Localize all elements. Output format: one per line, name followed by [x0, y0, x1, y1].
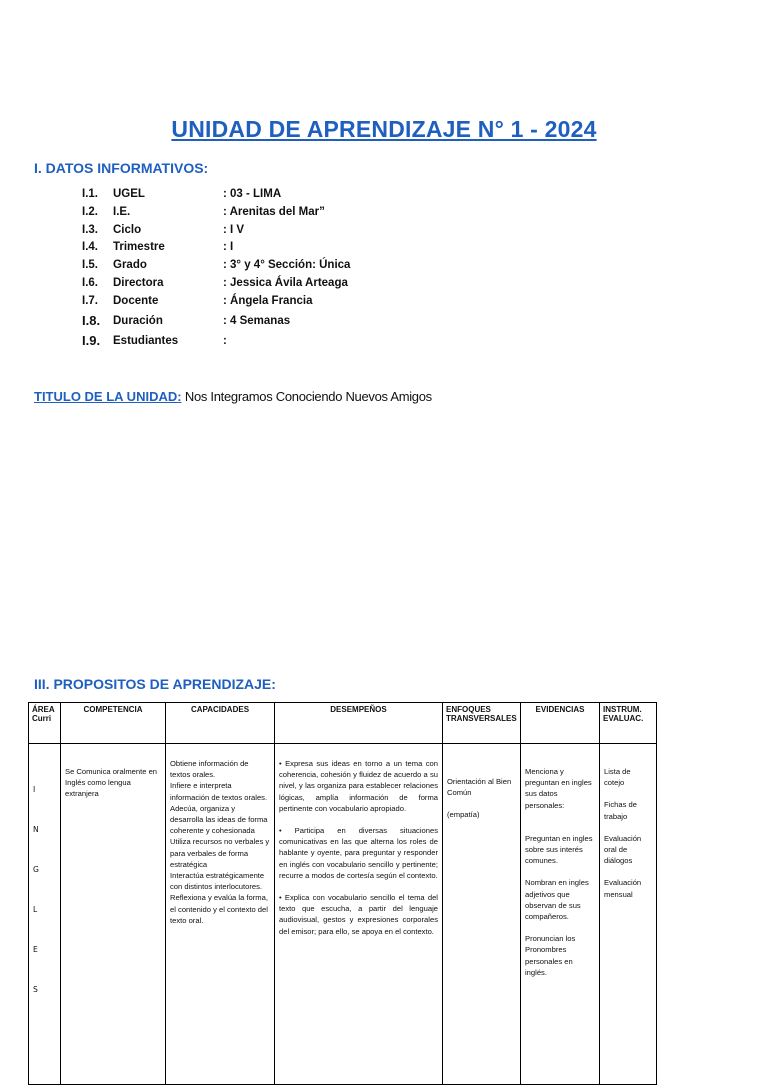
info-label: Estudiantes [113, 334, 179, 347]
header-area: ÁREA Curri [29, 703, 61, 744]
header-capacidades: CAPACIDADES [166, 703, 275, 744]
area-letter: L [33, 905, 38, 914]
info-label: UGEL [113, 188, 145, 200]
info-number: I.2. [82, 205, 98, 218]
propositos-table [28, 702, 657, 1085]
instrumentos-cell [600, 744, 657, 1085]
enfoques-cell [443, 744, 521, 1085]
info-label: Trimestre [113, 241, 165, 254]
document-title: UNIDAD DE APRENDIZAJE N° 1 - 2024 [171, 116, 597, 142]
capacidades-cell [166, 744, 275, 1085]
info-value: : I V [223, 223, 245, 236]
header-instrumentos: INSTRUM. EVALUAC. [600, 703, 657, 744]
info-value: : Jessica Ávila Arteaga [223, 276, 348, 289]
desempeno-item: • Participa en diversas situaciones comunicativas en las que alterna los roles de hablante y oyente, para preguntar y responder en inglés con vocabulario sencillo y pertinente; recurre a modos de cortesía según el contexto. [279, 826, 438, 880]
info-label: Duración [113, 314, 163, 327]
info-value: : 3° y 4° Sección: Única [223, 259, 351, 272]
table-row [29, 744, 657, 1085]
area-letter: N [33, 825, 39, 834]
info-number: I.3. [82, 223, 98, 236]
unit-title-label: TITULO DE LA UNIDAD: [34, 389, 182, 404]
unit-title [34, 389, 432, 404]
info-number: I.9. [82, 332, 101, 348]
header-evidencias: EVIDENCIAS [521, 703, 600, 744]
info-label: Grado [113, 259, 147, 272]
info-label: Directora [113, 276, 164, 289]
instrumento-item: Fichas de trabajo [604, 800, 637, 821]
area-cell [29, 744, 61, 1085]
info-number: I.5. [82, 259, 98, 272]
instrumento-item: Evaluación mensual [604, 878, 642, 899]
capacidad-item: Utiliza recursos no verbales y para verbales de forma estratégica [170, 837, 270, 869]
info-label: I.E. [113, 205, 131, 218]
info-number: I.1. [82, 188, 98, 200]
competencia-cell [61, 744, 166, 1085]
table-header-row [29, 703, 657, 744]
section-heading-datos: I. DATOS INFORMATIVOS: [34, 160, 209, 176]
capacidad-item: Obtiene información de textos orales. [170, 759, 249, 780]
info-number: I.6. [82, 276, 98, 289]
header-enfoques: ENFOQUES TRANSVERSALES [443, 703, 521, 744]
info-value: : Arenitas del Mar” [223, 205, 325, 218]
info-label: Ciclo [113, 223, 142, 236]
evidencia-item: Pronuncian los Pronombres personales en inglés. [525, 934, 576, 977]
section-heading-propositos: III. PROPOSITOS DE APRENDIZAJE: [34, 676, 276, 692]
info-number: I.4. [82, 241, 98, 254]
area-letter: I [33, 785, 36, 794]
instrumento-item: Evaluación oral de diálogos [604, 833, 642, 866]
info-label: Docente [113, 294, 159, 307]
info-value: : I [223, 241, 234, 254]
evidencia-item: Menciona y preguntan en ingles sus datos personales: [525, 767, 592, 810]
info-value: : 4 Semanas [223, 314, 291, 327]
info-value: : 03 - LIMA [223, 188, 282, 200]
enfoque-item: (empatía) [447, 810, 480, 820]
info-value: : [223, 334, 227, 347]
unit-title-value: Nos Integramos Conociendo Nuevos Amigos [181, 389, 432, 404]
area-letter: S [33, 985, 38, 994]
capacidad-item: Infiere e interpreta información de textos orales. [170, 781, 268, 802]
instrumento-item: Lista de cotejo [604, 767, 631, 788]
capacidad-item: Adecúa, organiza y desarrolla las ideas de forma coherente y cohesionada [170, 803, 268, 836]
area-letter: G [33, 865, 39, 874]
capacidad-item: Reflexiona y evalúa la forma, el contenido y el contexto del texto oral. [170, 893, 268, 925]
desempenos-cell [275, 744, 443, 1085]
info-number: I.8. [82, 312, 101, 328]
header-competencia: COMPETENCIA [61, 703, 166, 744]
capacidad-item: Interactúa estratégicamente con distintos interlocutores. [170, 871, 265, 892]
area-letter: E [33, 945, 38, 954]
desempeno-item: • Explica con vocabulario sencillo el tema del texto que escucha, a partir del lenguaje audiovisual, gestos y expresiones corporales del emisor; para ello, se apoya en el contexto. [279, 893, 438, 936]
header-desempenos: DESEMPEÑOS [275, 703, 443, 744]
evidencias-cell [521, 744, 600, 1085]
evidencia-item: Preguntan en ingles sobre sus interés comunes. [525, 833, 593, 866]
competencia-text: Se Comunica oralmente en Inglés como lengua extranjera [65, 767, 158, 799]
enfoque-item: Orientación al Bien Común [447, 777, 512, 798]
desempeno-item: • Expresa sus ideas en torno a un tema con coherencia, cohesión y fluidez de acuerdo a su nivel, y las organiza para establecer relaciones lógicas, amplía información de forma pertinente con vocabulario apropiado. [279, 759, 438, 813]
info-number: I.7. [82, 294, 98, 307]
info-value: : Ángela Francia [223, 294, 313, 307]
evidencia-item: Nombran en ingles adjetivos que observan de sus compañeros. [525, 878, 589, 922]
